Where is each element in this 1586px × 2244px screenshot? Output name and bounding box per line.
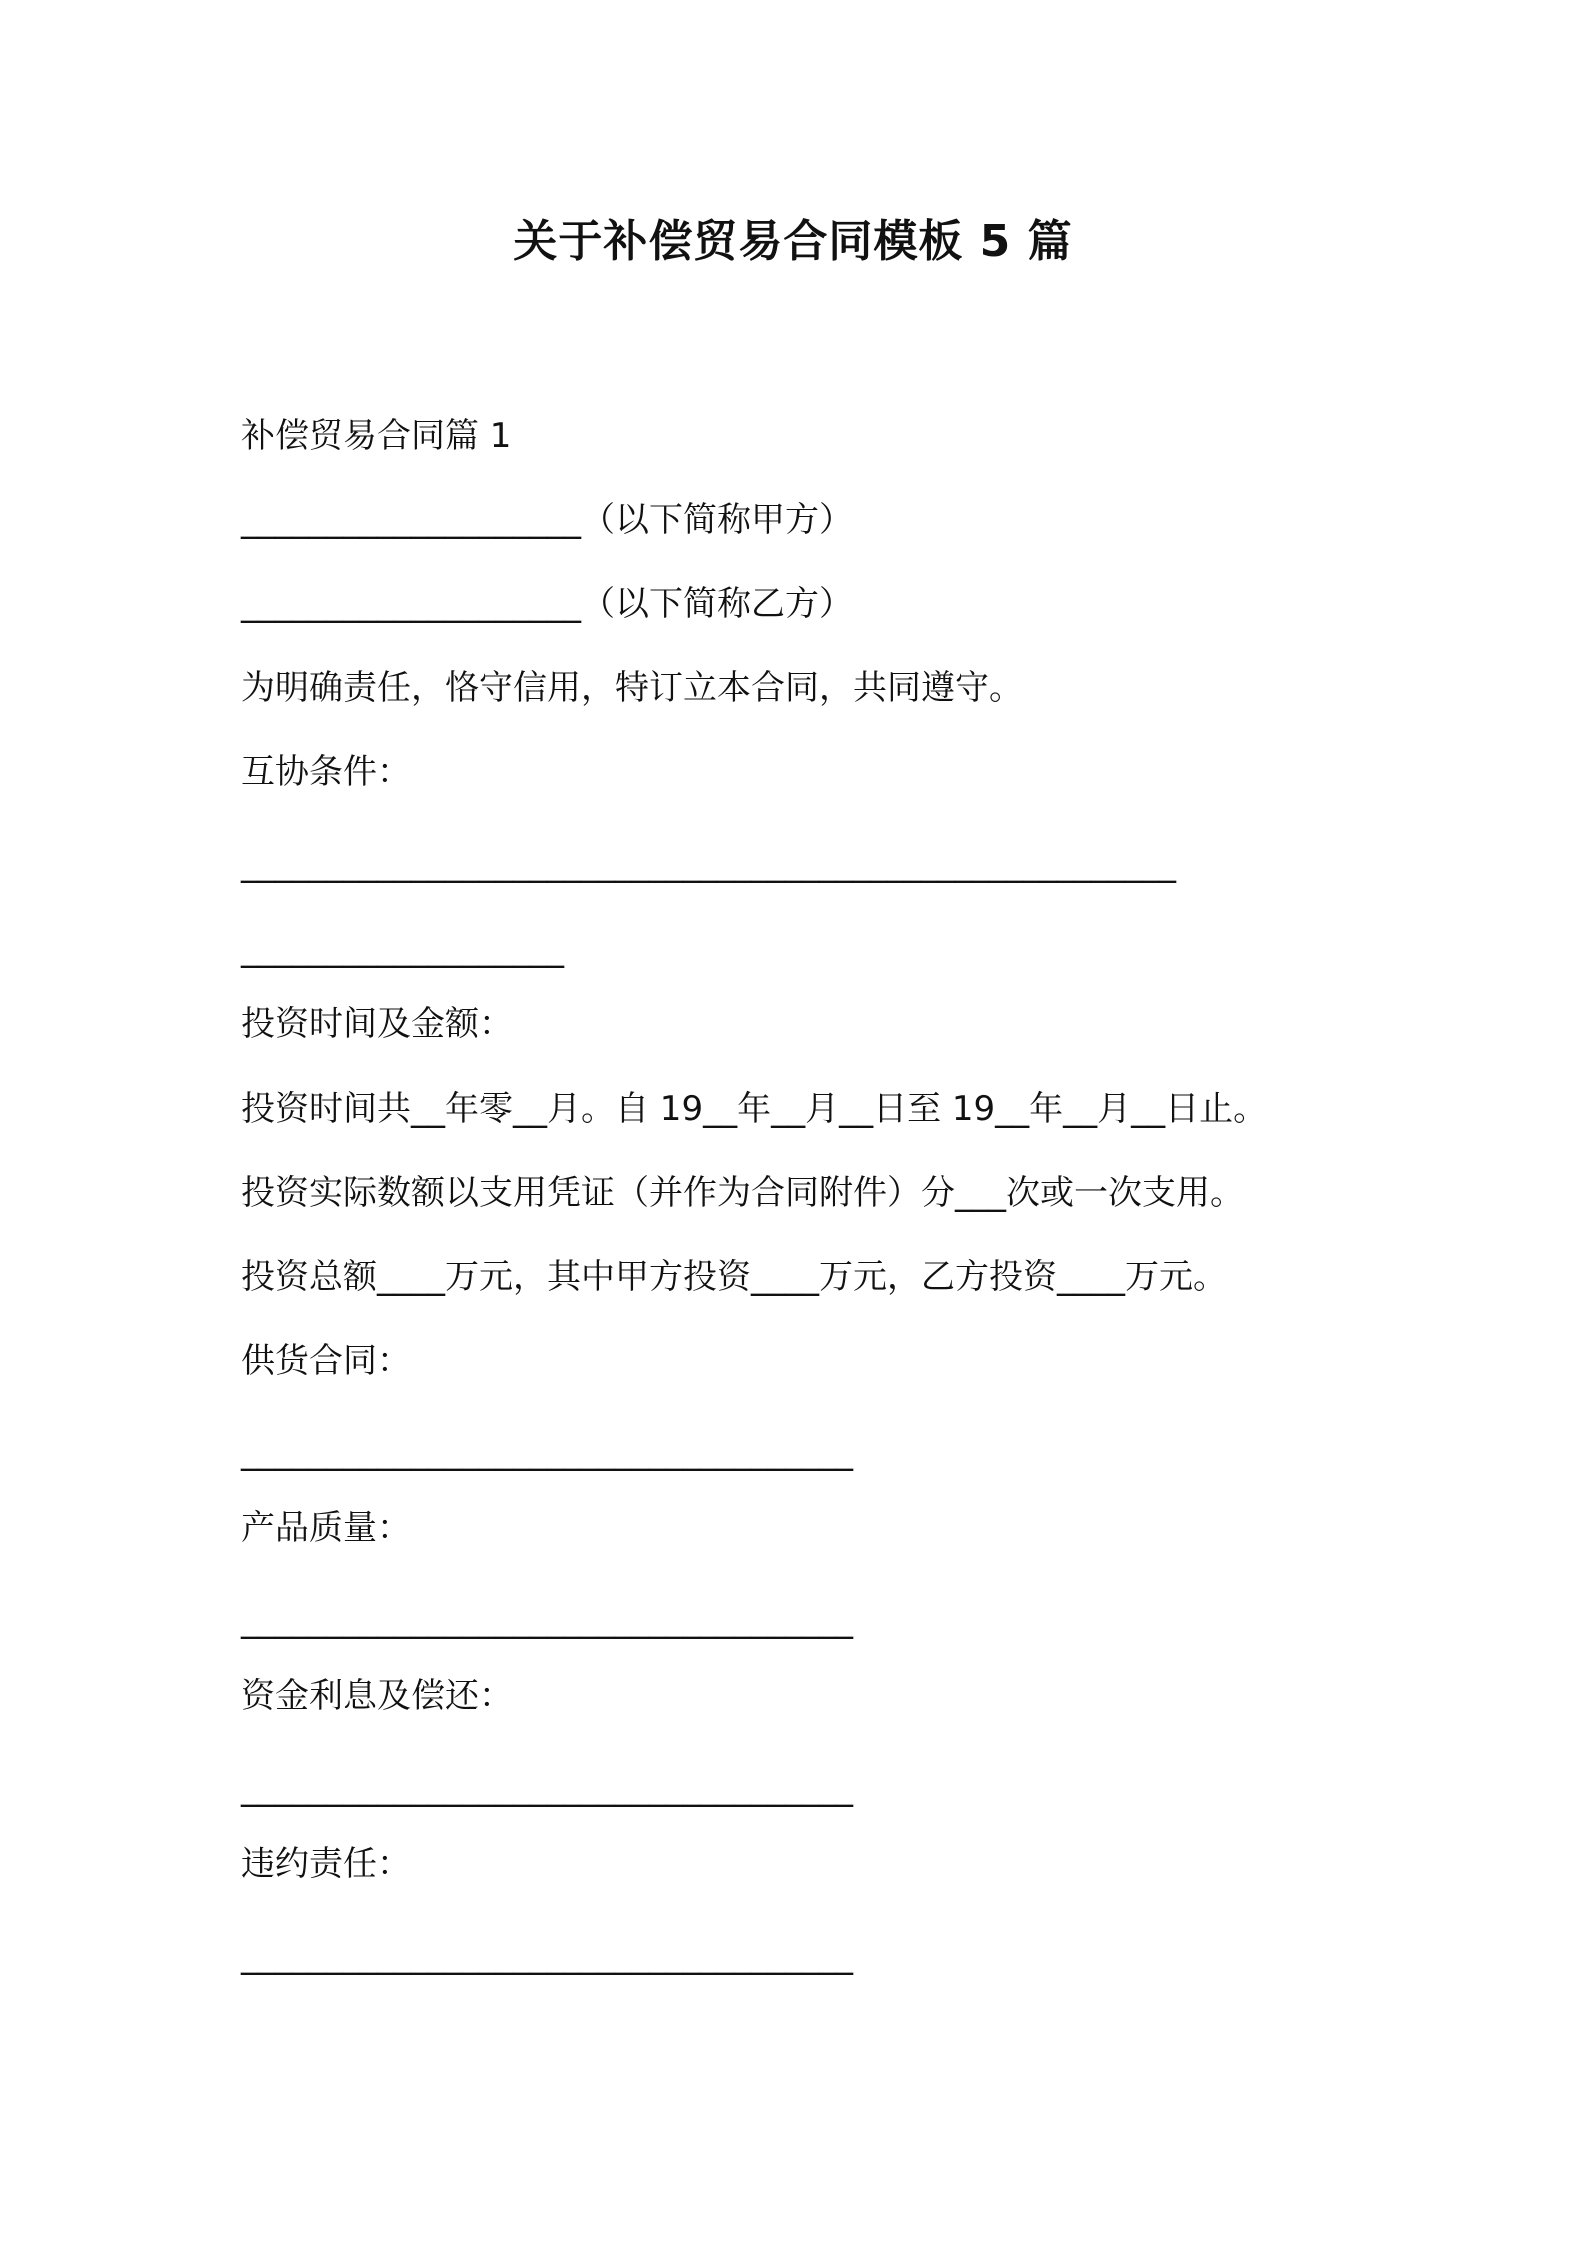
preamble-text: 为明确责任，恪守信用，特订立本合同，共同遵守。 xyxy=(241,668,1023,708)
supply-contract-blank: ____________________________________ xyxy=(241,1432,853,1472)
document-title: 关于补偿贸易合同模板 5 篇 xyxy=(513,216,1073,267)
investment-total-text: 投资总额____万元，其中甲方投资____万元，乙方投资____万元。 xyxy=(241,1257,1227,1297)
party-a-line: ____________________（以下简称甲方） xyxy=(241,500,853,540)
product-quality-label: 产品质量： xyxy=(241,1508,411,1548)
investment-label: 投资时间及金额： xyxy=(241,1004,513,1044)
supply-contract-label: 供货合同： xyxy=(241,1341,411,1381)
interest-repayment-blank: ____________________________________ xyxy=(241,1768,853,1808)
mutual-conditions-label: 互协条件： xyxy=(241,752,411,792)
breach-liability-label: 违约责任： xyxy=(241,1844,411,1884)
investment-actual-text: 投资实际数额以支用凭证（并作为合同附件）分___次或一次支用。 xyxy=(241,1173,1244,1213)
mutual-conditions-blank-2: ___________________ xyxy=(241,929,564,969)
investment-time-text: 投资时间共__年零__月。自 19__年__月__日至 19__年__月__日止。 xyxy=(241,1089,1268,1129)
product-quality-blank: ____________________________________ xyxy=(241,1600,853,1640)
interest-repayment-label: 资金利息及偿还： xyxy=(241,1676,513,1716)
breach-liability-blank: ____________________________________ xyxy=(241,1936,853,1976)
mutual-conditions-blank-1: _______________________________________________________ xyxy=(241,844,1176,884)
section-heading: 补偿贸易合同篇 1 xyxy=(241,416,512,456)
party-b-line: ____________________（以下简称乙方） xyxy=(241,584,853,624)
